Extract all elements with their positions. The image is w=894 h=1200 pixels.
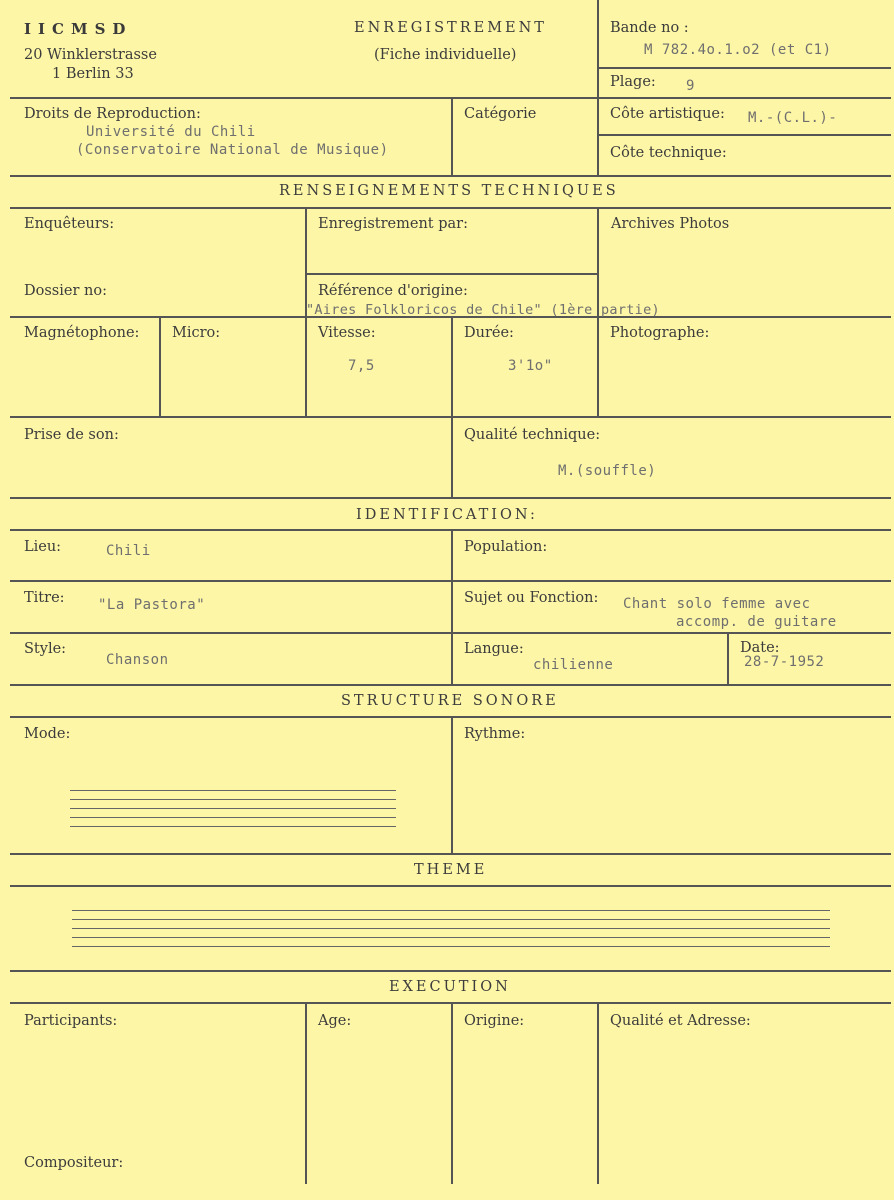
rule <box>727 632 729 684</box>
section-title-technical: RENSEIGNEMENTS TECHNIQUES <box>279 183 619 199</box>
rule <box>451 97 453 175</box>
rule <box>598 67 891 69</box>
date-label: Date: <box>740 640 780 656</box>
section-title-identification: IDENTIFICATION: <box>356 507 538 523</box>
music-staff-line <box>70 808 396 809</box>
photographe-label: Photographe: <box>610 325 710 341</box>
duree-label: Durée: <box>464 325 514 341</box>
enregistrement-par-label: Enregistrement par: <box>318 216 468 232</box>
enqueteurs-label: Enquêteurs: <box>24 216 115 232</box>
music-staff-line <box>70 817 396 818</box>
categorie-label: Catégorie <box>464 106 537 122</box>
date-value: 28-7-1952 <box>744 654 825 670</box>
participants-label: Participants: <box>24 1013 118 1029</box>
magnetophone-label: Magnétophone: <box>24 325 140 341</box>
qualite-technique-value: M.(souffle) <box>558 463 657 479</box>
rule <box>598 134 891 136</box>
rule <box>597 1002 599 1184</box>
droits-label: Droits de Reproduction: <box>24 106 201 122</box>
rule <box>10 970 891 972</box>
address-line-2: 1 Berlin 33 <box>52 66 134 82</box>
langue-label: Langue: <box>464 641 524 657</box>
rule <box>10 175 891 177</box>
qualite-technique-label: Qualité technique: <box>464 427 601 443</box>
music-staff-line <box>70 826 396 827</box>
micro-label: Micro: <box>172 325 221 341</box>
style-value: Chanson <box>106 652 169 668</box>
rule <box>451 316 453 497</box>
sujet-value-2: accomp. de guitare <box>676 614 837 630</box>
duree-value: 3'1o" <box>508 358 553 374</box>
section-title-theme: THEME <box>414 862 488 878</box>
rule <box>10 497 891 499</box>
population-label: Population: <box>464 539 548 555</box>
origine-label: Origine: <box>464 1013 525 1029</box>
address-line-1: 20 Winklerstrasse <box>24 47 157 63</box>
compositeur-label: Compositeur: <box>24 1155 124 1171</box>
rythme-label: Rythme: <box>464 726 526 742</box>
music-staff-line <box>70 799 396 800</box>
form-title: ENREGISTREMENT <box>354 20 547 36</box>
rule <box>451 1002 453 1184</box>
music-staff-line <box>72 946 830 947</box>
rule <box>159 316 161 416</box>
music-staff-line <box>72 928 830 929</box>
vitesse-value: 7,5 <box>348 358 375 374</box>
age-label: Age: <box>318 1013 352 1029</box>
sujet-value-1: Chant solo femme avec <box>623 596 811 612</box>
rule <box>305 273 598 275</box>
reference-label: Référence d'origine: <box>318 283 468 299</box>
cote-technique-label: Côte technique: <box>610 145 727 161</box>
bande-label: Bande no : <box>610 20 689 36</box>
section-title-structure: STRUCTURE SONORE <box>341 693 559 709</box>
rule <box>597 0 599 175</box>
cote-artistique-value: M.-(C.L.)- <box>748 110 838 126</box>
prise-de-son-label: Prise de son: <box>24 427 119 443</box>
plage-label: Plage: <box>610 74 656 90</box>
rule <box>451 529 453 684</box>
droits-value-1: Université du Chili <box>86 124 256 140</box>
rule <box>10 853 891 855</box>
music-staff-line <box>72 937 830 938</box>
lieu-label: Lieu: <box>24 539 62 555</box>
form-subtitle: (Fiche individuelle) <box>374 47 517 63</box>
bande-value: M 782.4o.1.o2 (et C1) <box>644 42 832 58</box>
langue-value: chilienne <box>533 657 614 673</box>
cote-artistique-label: Côte artistique: <box>610 106 725 122</box>
vitesse-label: Vitesse: <box>318 325 376 341</box>
archives-photos-label: Archives Photos <box>611 216 730 232</box>
lieu-value: Chili <box>106 543 151 559</box>
rule <box>10 684 891 686</box>
mode-label: Mode: <box>24 726 71 742</box>
sujet-label: Sujet ou Fonction: <box>464 590 599 606</box>
dossier-label: Dossier no: <box>24 283 107 299</box>
droits-value-2: (Conservatoire National de Musique) <box>76 142 389 158</box>
section-title-execution: EXECUTION <box>389 979 511 995</box>
rule <box>305 1002 307 1184</box>
titre-value: "La Pastora" <box>98 597 206 613</box>
music-staff-line <box>72 910 830 911</box>
style-label: Style: <box>24 641 67 657</box>
org-logo: IICMSD <box>24 20 133 38</box>
plage-value: 9 <box>686 78 695 94</box>
titre-label: Titre: <box>24 590 65 606</box>
rule <box>10 207 891 209</box>
reference-value: "Aires Folkloricos de Chile" (1ère partie) <box>306 302 660 318</box>
music-staff-line <box>70 790 396 791</box>
rule <box>451 716 453 853</box>
music-staff-line <box>72 919 830 920</box>
rule <box>10 885 891 887</box>
qualite-adresse-label: Qualité et Adresse: <box>610 1013 751 1029</box>
